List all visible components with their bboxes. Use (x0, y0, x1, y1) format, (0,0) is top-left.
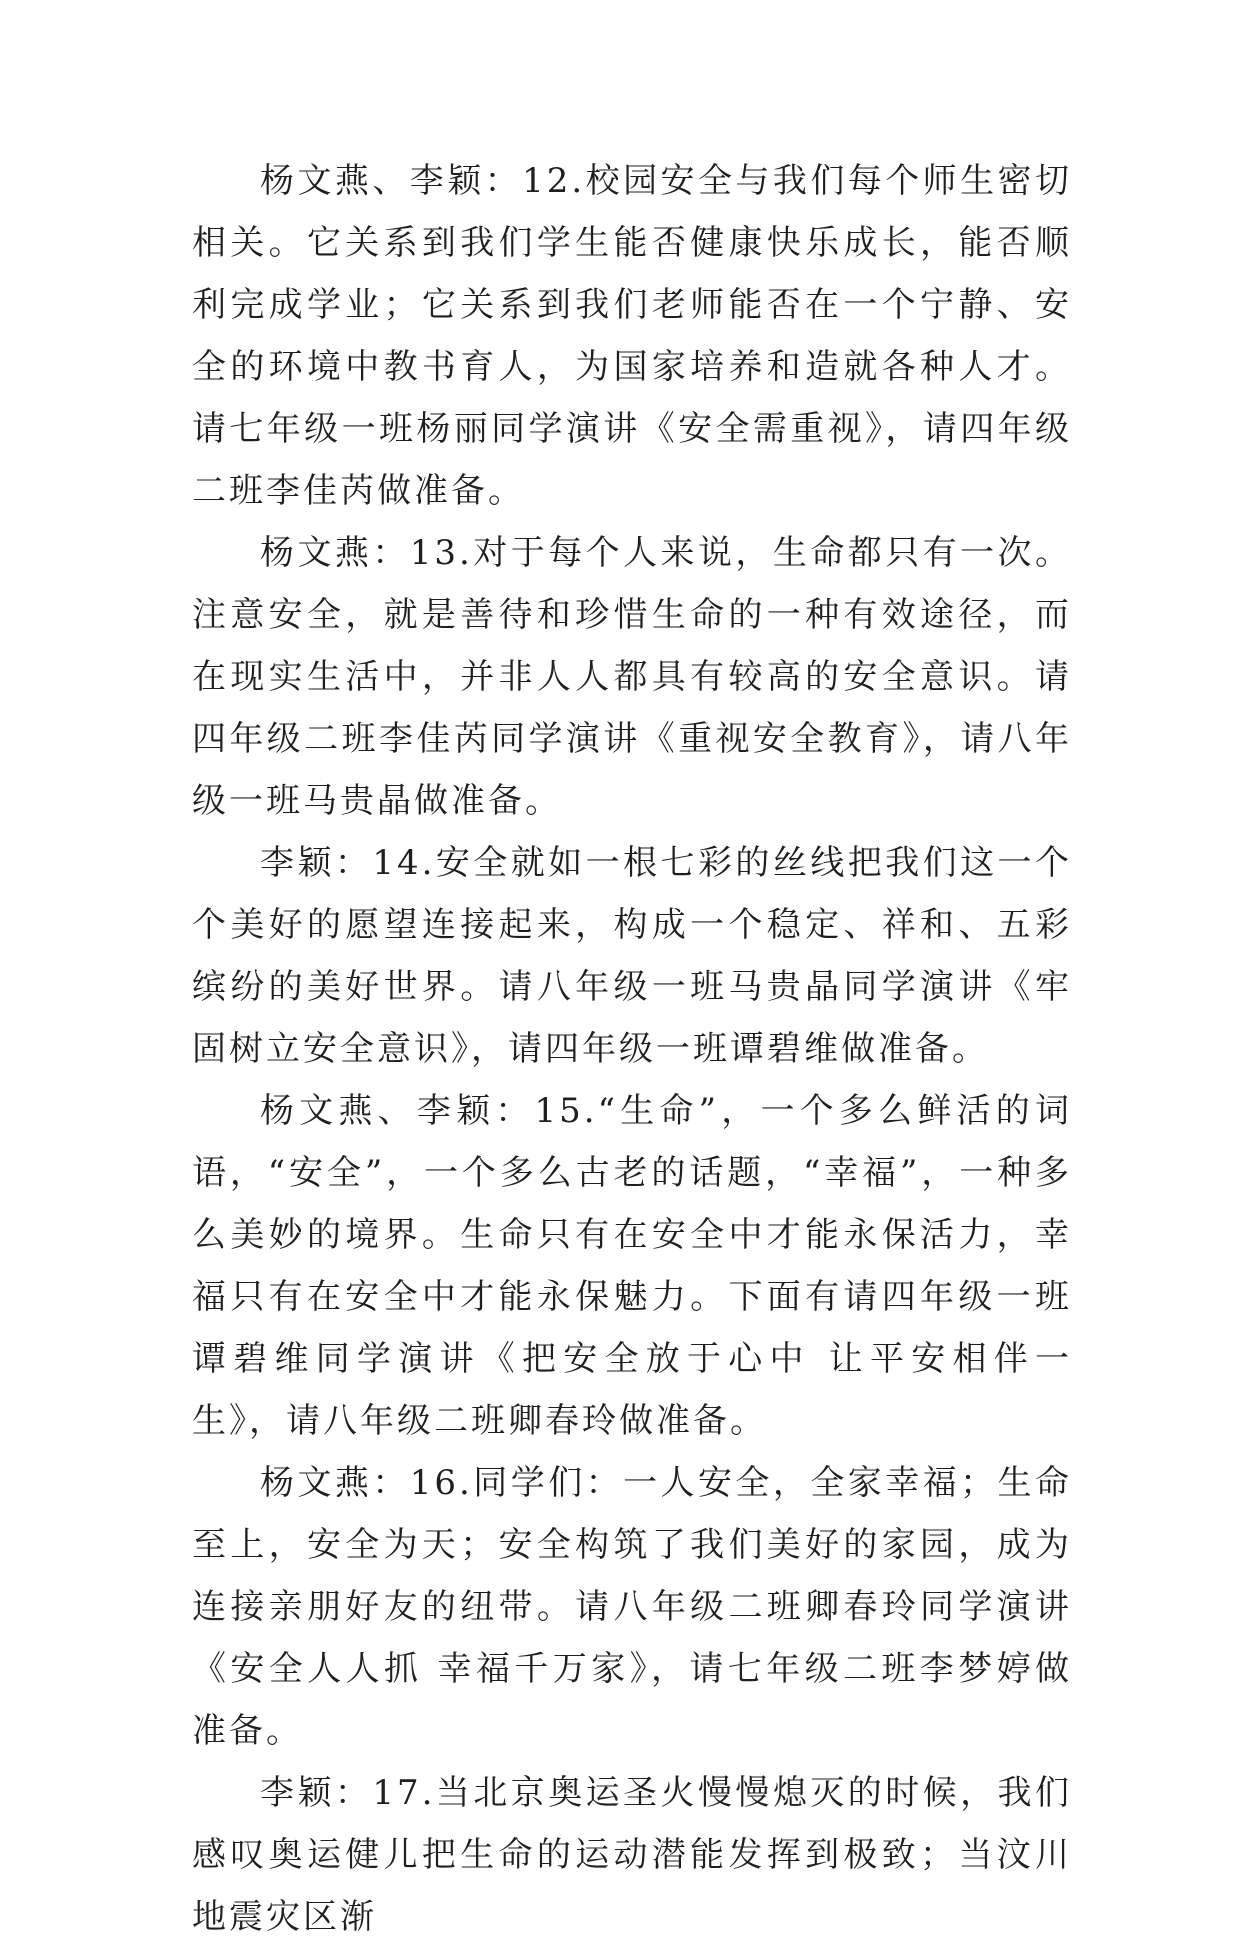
paragraph-12: 杨文燕、李颖：12.校园安全与我们每个师生密切相关。它关系到我们学生能否健康快乐成长，能否顺利完成学业；它关系到我们老师能否在一个宁静、安全的环境中教书育人，为国家培养和造就各种人才。请七年级一班杨丽同学演讲《安全需重视》，请四年级二班李佳芮做准备。 (192, 161, 1072, 511)
document-body (192, 150, 1072, 1948)
paragraph-16: 杨文燕：16.同学们：一人安全，全家幸福；生命至上，安全为天；安全构筑了我们美好的家园，成为连接亲朋好友的纽带。请八年级二班卿春玲同学演讲《安全人人抓 幸福千万家》，请七年级二班李梦婷做准备。 (192, 1463, 1072, 1751)
paragraph-17: 李颖：17.当北京奥运圣火慢慢熄灭的时候，我们感叹奥运健儿把生命的运动潜能发挥到极致；当汶川地震灾区渐 (192, 1773, 1072, 1937)
paragraph-13: 杨文燕：13.对于每个人来说，生命都只有一次。注意安全，就是善待和珍惜生命的一种有效途径，而在现实生活中，并非人人都具有较高的安全意识。请四年级二班李佳芮同学演讲《重视安全教育》，请八年级一班马贵晶做准备。 (192, 533, 1072, 821)
paragraph-15: 杨文燕、李颖：15.“生命”，一个多么鲜活的词语，“安全”，一个多么古老的话题，“幸福”，一种多么美妙的境界。生命只有在安全中才能永保活力，幸福只有在安全中才能永保魅力。下面有请四年级一班谭碧维同学演讲《把安全放于心中 让平安相伴一生》，请八年级二班卿春玲做准备。 (192, 1091, 1072, 1441)
paragraph-14: 李颖：14.安全就如一根七彩的丝线把我们这一个个美好的愿望连接起来，构成一个稳定、祥和、五彩缤纷的美好世界。请八年级一班马贵晶同学演讲《牢固树立安全意识》，请四年级一班谭碧维做准备。 (192, 843, 1072, 1069)
